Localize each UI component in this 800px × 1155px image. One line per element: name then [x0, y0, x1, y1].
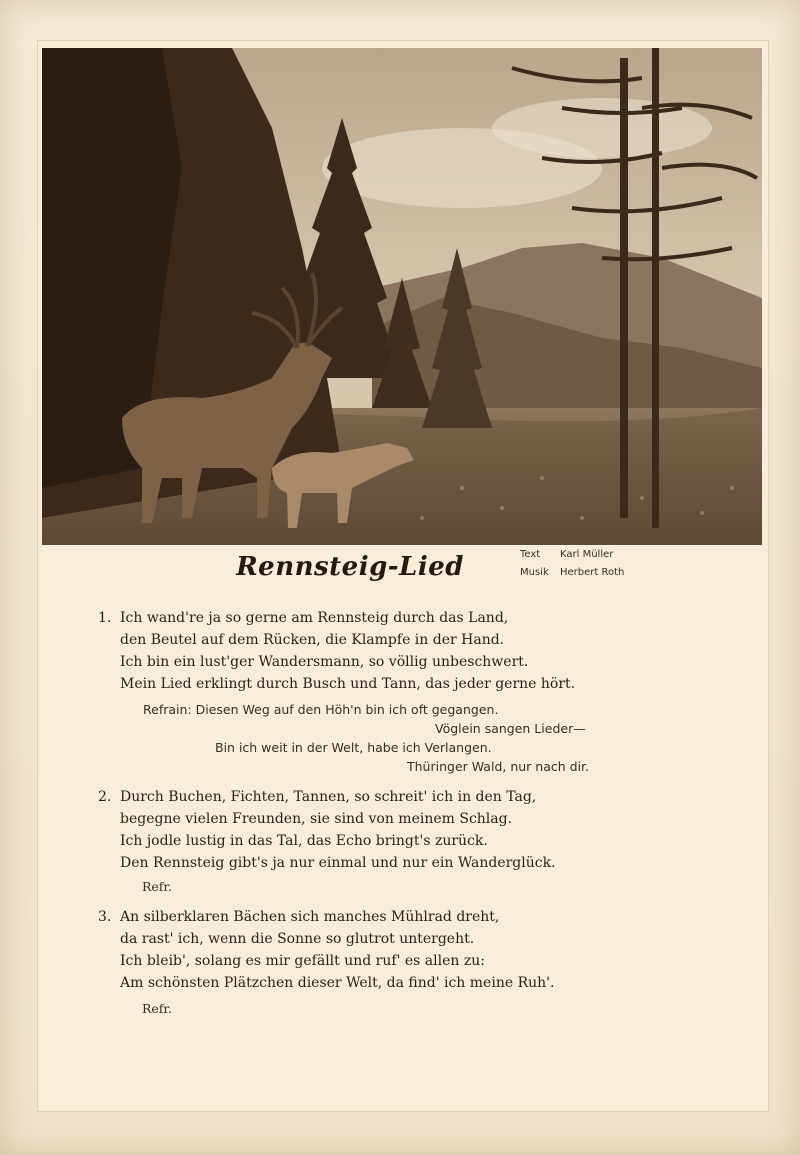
song-credits: [520, 546, 670, 582]
verse-line: Durch Buchen, Fichten, Tannen, so schreit' ich in den Tag,: [120, 789, 537, 805]
verse-number: 3.: [98, 909, 112, 925]
verse-line: Ich bleib', solang es mir gefällt und ruf' es allen zu:: [120, 953, 485, 969]
verse-line: Mein Lied erklingt durch Busch und Tann, das jeder gerne hört.: [120, 676, 576, 692]
refrain-line-3: Bin ich weit in der Welt, habe ich Verlangen.: [215, 740, 492, 755]
refrain-line-1: [143, 700, 623, 719]
verse-line: An silberklaren Bächen sich manches Mühlrad dreht,: [120, 909, 500, 925]
refrain-line-4: Thüringer Wald, nur nach dir.: [407, 759, 590, 774]
verse-line: Ich bin ein lust'ger Wandersmann, so völlig unbeschwert.: [120, 654, 529, 670]
verse-3: [98, 906, 640, 994]
refrain-label: Refrain:: [143, 702, 192, 717]
verse-line: Am schönsten Plätzchen dieser Welt, da find' ich meine Ruh'.: [120, 975, 555, 991]
verse-line: Den Rennsteig gibt's ja nur einmal und nur ein Wanderglück.: [120, 855, 556, 871]
verse-number: 1.: [98, 610, 112, 626]
verse-line: Ich jodle lustig in das Tal, das Echo bringt's zurück.: [120, 833, 488, 849]
verse-2: [98, 786, 640, 874]
credit-text-label: Text: [520, 549, 541, 560]
credit-text-row: [520, 546, 670, 564]
illustration-stag-forest: [42, 48, 762, 545]
credit-music-author: Herbert Roth: [560, 567, 625, 578]
refr-marker-2: Refr.: [142, 879, 173, 894]
refrain-text-1: Diesen Weg auf den Höh'n bin ich oft gegangen.: [195, 702, 499, 717]
verse-line: begegne vielen Freunden, sie sind von meinem Schlag.: [120, 811, 513, 827]
verse-line: den Beutel auf dem Rücken, die Klampfe in der Hand.: [120, 632, 505, 648]
verse-line: da rast' ich, wenn die Sonne so glutrot untergeht.: [120, 931, 475, 947]
verse-1: [98, 607, 640, 695]
credit-text-author: Karl Müller: [560, 549, 614, 560]
credit-music-row: [520, 564, 670, 582]
credit-music-label: Musik: [520, 567, 549, 578]
verse-number: 2.: [98, 789, 112, 805]
verse-line: Ich wand're ja so gerne am Rennsteig durch das Land,: [120, 610, 509, 626]
refr-marker-3: Refr.: [142, 1001, 173, 1016]
song-title: Rennsteig-Lied: [236, 552, 464, 582]
illustration-svg: [42, 48, 762, 545]
refrain: [143, 700, 623, 776]
refrain-line-2: Vöglein sangen Lieder—: [435, 721, 586, 736]
